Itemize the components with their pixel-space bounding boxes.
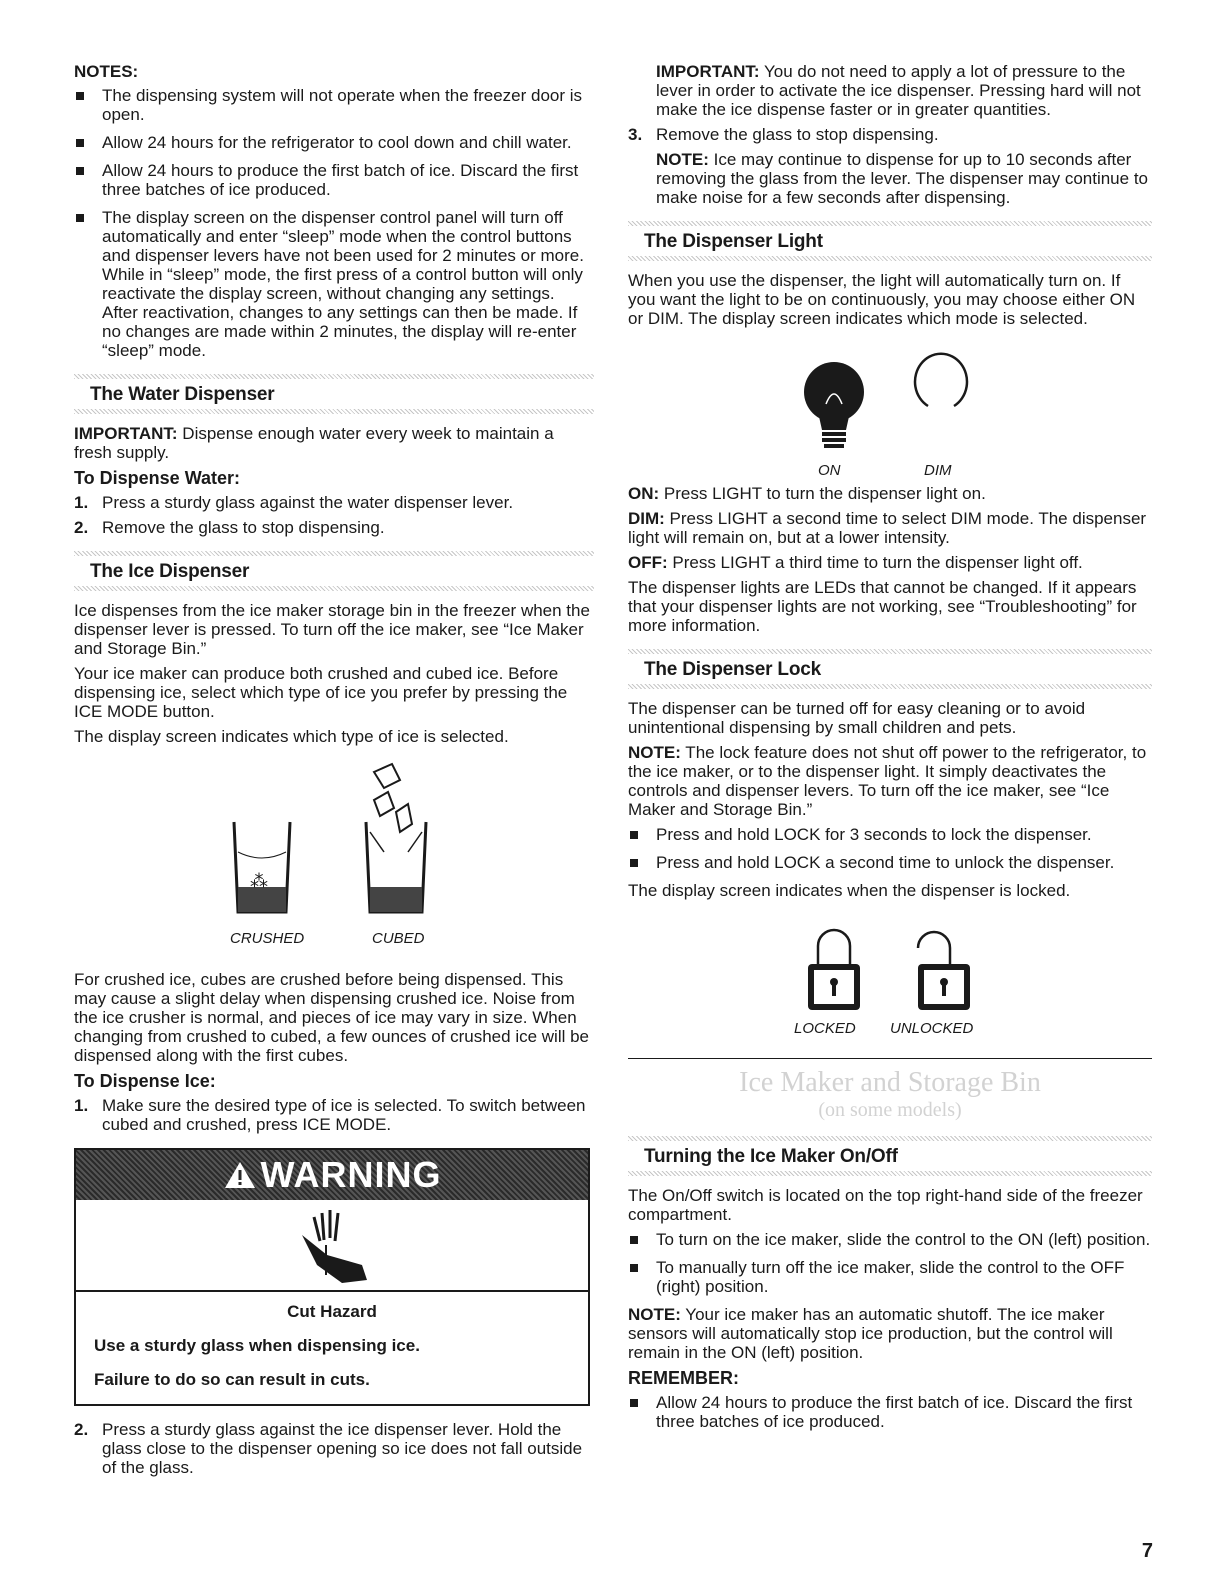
- on-text: Press LIGHT to turn the dispenser light on.: [659, 484, 986, 503]
- note-text: Your ice maker has an automatic shutoff. The ice maker sensors will automatically stop ice production, but the control will remain in the ON (left) position.: [628, 1305, 1113, 1362]
- remember-bullet: Allow 24 hours to produce the first batch of ice. Discard the first three batches of ice produced.: [628, 1393, 1152, 1431]
- step-text: Remove the glass to stop dispensing.: [656, 125, 939, 144]
- lock-figure: [628, 906, 1152, 1036]
- ice-important-block: [628, 62, 1152, 119]
- water-steps: [74, 493, 594, 537]
- light-paragraph-2: The dispenser lights are LEDs that cannot be changed. If it appears that your dispenser lights are not working, see “Troubleshooting” for more information.: [628, 578, 1137, 635]
- water-dispenser-heading: The Water Dispenser: [74, 374, 594, 414]
- light-paragraph-1: When you use the dispenser, the light will automatically turn on. If you want the light to be on continuously, you may choose either ON or DIM. The display screen indicates which mode is selected.: [628, 271, 1136, 328]
- important-label: IMPORTANT:: [656, 62, 760, 81]
- step-number: 3.: [628, 125, 643, 144]
- warning-word: WARNING: [260, 1154, 442, 1195]
- cut-hand-icon: [282, 1205, 382, 1285]
- ice-paragraph-1: Ice dispenses from the ice maker storage bin in the freezer when the dispenser lever is pressed. To turn off the ice maker, see “Ice Maker and Storage Bin.”: [74, 601, 590, 658]
- to-dispense-ice-subhead: To Dispense Ice:: [74, 1071, 216, 1091]
- note-text: Ice may continue to dispense for up to 10 seconds after removing the glass from the lever. The dispenser may continue to make noise for a few seconds after dispensing.: [656, 150, 1148, 207]
- step-number: 2.: [74, 518, 89, 537]
- light-on: [628, 484, 1152, 503]
- onoff-bullet: To manually turn off the ice maker, slide the control to the OFF (right) position.: [628, 1258, 1152, 1296]
- light-dim: [628, 509, 1152, 547]
- light-dim-icon: [915, 354, 967, 406]
- lock-bullet: Press and hold LOCK for 3 seconds to lock the dispenser.: [628, 825, 1152, 844]
- ice-steps: [74, 1096, 594, 1134]
- warning-text: [76, 1292, 588, 1404]
- lock-paragraph-2: The display screen indicates when the dispenser is locked.: [628, 881, 1071, 900]
- ice-maker-section-title: Ice Maker and Storage Bin: [739, 1067, 1041, 1098]
- warning-box: [74, 1148, 590, 1406]
- ice-paragraph-4: For crushed ice, cubes are crushed before being dispensed. This may cause a slight delay when dispensing crushed ice. Noise from the ice crusher is normal, and pieces of ice may vary in size. When changing from crushed to cubed, a few ounces of crushed ice will be dispensed along with the first cubes.: [74, 970, 590, 1065]
- light-bulb-illustration: [628, 334, 1152, 484]
- step-number: 1.: [74, 1096, 89, 1115]
- unlocked-caption: UNLOCKED: [890, 1020, 974, 1037]
- light-on-icon: [804, 362, 864, 448]
- notes-list: [74, 86, 594, 360]
- dispenser-lock-heading: The Dispenser Lock: [628, 649, 1152, 689]
- cubed-glass-icon: [366, 764, 426, 912]
- note-text: The lock feature does not shut off power to the refrigerator, to the ice maker, or to the dispenser light. It simply deactivates the controls and dispenser levers. To turn off the ice maker, see “Ice Maker and Storage Bin.”: [628, 743, 1147, 819]
- ice-important: [656, 62, 1152, 119]
- ice-paragraph-3: The display screen indicates which type of ice is selected.: [74, 727, 509, 746]
- ice-steps-3: [628, 125, 1152, 207]
- hazard-line-2: Failure to do so can result in cuts.: [94, 1370, 370, 1389]
- ice-step: [74, 1096, 594, 1134]
- note-label: NOTE:: [628, 743, 681, 762]
- off-label: OFF:: [628, 553, 668, 572]
- note-label: NOTE:: [628, 1305, 681, 1324]
- important-text: You do not need to apply a lot of pressure to the lever in order to activate the ice dispenser. Pressing hard will not make the ice dispense faster or in greater quantities.: [656, 62, 1141, 119]
- step-text: Press a sturdy glass against the water dispenser lever.: [102, 493, 514, 512]
- cut-hazard-pictogram: [76, 1200, 588, 1292]
- dim-caption: DIM: [924, 462, 952, 479]
- ice-step: [628, 125, 1152, 207]
- step-number: 1.: [74, 493, 89, 512]
- note-item: Allow 24 hours to produce the first batch of ice. Discard the first three batches of ice produced.: [74, 161, 594, 199]
- remember-subhead: REMEMBER:: [628, 1368, 739, 1388]
- light-off: [628, 553, 1152, 572]
- onoff-bullets: [628, 1230, 1152, 1296]
- crushed-caption: CRUSHED: [230, 930, 305, 947]
- step-text: Remove the glass to stop dispensing.: [102, 518, 385, 537]
- ice-glasses-illustration: [74, 752, 594, 970]
- right-column: [628, 62, 1152, 1440]
- note-item: The display screen on the dispenser control panel will turn off automatically and enter “sleep” mode when the control buttons and dispenser levers have not been used for 2 minutes or more. While in “sleep” mode, the first press of a control button will only reactivate the display screen, without changing any settings. After reactivation, changes to any settings can then be made. If no changes are made within 2 minutes, the display will re-enter “sleep” mode.: [74, 208, 594, 360]
- warning-triangle-icon: [223, 1160, 257, 1190]
- left-column: [74, 62, 594, 1483]
- note-item: The dispensing system will not operate when the freezer door is open.: [74, 86, 594, 124]
- lock-paragraph-1: The dispenser can be turned off for easy cleaning or to avoid unintentional dispensing by small children and pets.: [628, 699, 1086, 737]
- step3-note: [656, 150, 1152, 207]
- ice-maker-section-subtitle: (on some models): [818, 1099, 962, 1121]
- note-label: NOTE:: [656, 150, 709, 169]
- water-step: [74, 518, 594, 537]
- step-text: Make sure the desired type of ice is selected. To switch between cubed and crushed, press ICE MODE.: [102, 1096, 586, 1134]
- lock-bullet: Press and hold LOCK a second time to unlock the dispenser.: [628, 853, 1152, 872]
- note-item: Allow 24 hours for the refrigerator to cool down and chill water.: [74, 133, 594, 152]
- dispenser-light-heading: The Dispenser Light: [628, 221, 1152, 261]
- step-number: 2.: [74, 1420, 89, 1439]
- important-label: IMPORTANT:: [74, 424, 178, 443]
- locked-padlock-icon: [808, 930, 860, 1010]
- step-text: Press a sturdy glass against the ice dispenser lever. Hold the glass close to the dispenser opening so ice does not fall outside of the glass.: [102, 1420, 583, 1477]
- crushed-glass-icon: [234, 822, 290, 912]
- onoff-bullet: To turn on the ice maker, slide the control to the ON (left) position.: [628, 1230, 1152, 1249]
- lock-bullets: [628, 825, 1152, 872]
- onoff-paragraph-1: The On/Off switch is located on the top right-hand side of the freezer compartment.: [628, 1186, 1143, 1224]
- water-important: [74, 424, 594, 462]
- warning-band: [76, 1150, 588, 1200]
- section-divider: [628, 1058, 1152, 1059]
- ice-paragraph-2: Your ice maker can produce both crushed and cubed ice. Before dispensing ice, select which type of ice you prefer by pressing the ICE MODE button.: [74, 664, 568, 721]
- to-dispense-water-subhead: To Dispense Water:: [74, 468, 241, 488]
- remember-bullets: [628, 1393, 1152, 1431]
- light-figure: [628, 334, 1152, 484]
- hazard-title: Cut Hazard: [287, 1302, 377, 1321]
- lock-note: [628, 743, 1152, 819]
- on-caption: ON: [818, 462, 841, 479]
- important-text: Dispense enough water every week to maintain a fresh supply.: [74, 424, 554, 462]
- ice-maker-onoff-heading: Turning the Ice Maker On/Off: [628, 1136, 1152, 1176]
- dim-text: Press LIGHT a second time to select DIM mode. The dispenser light will remain on, but at a lower intensity.: [628, 509, 1147, 547]
- ice-steps-cont: [74, 1420, 594, 1477]
- cubed-caption: CUBED: [372, 930, 425, 947]
- ice-type-figure: [74, 752, 594, 970]
- onoff-note: [628, 1305, 1152, 1362]
- on-label: ON:: [628, 484, 660, 503]
- padlock-illustration: [628, 906, 1152, 1036]
- hazard-line-1: Use a sturdy glass when dispensing ice.: [94, 1336, 420, 1355]
- page-number: 7: [1141, 1540, 1153, 1562]
- off-text: Press LIGHT a third time to turn the dispenser light off.: [667, 553, 1083, 572]
- water-step: [74, 493, 594, 512]
- ice-dispenser-heading: The Ice Dispenser: [74, 551, 594, 591]
- locked-caption: LOCKED: [794, 1020, 856, 1037]
- notes-title: NOTES:: [74, 62, 139, 81]
- dim-label: DIM:: [628, 509, 665, 528]
- svg-text:⁂: ⁂: [250, 871, 268, 892]
- ice-step: [74, 1420, 594, 1477]
- unlocked-padlock-icon: [918, 932, 970, 1010]
